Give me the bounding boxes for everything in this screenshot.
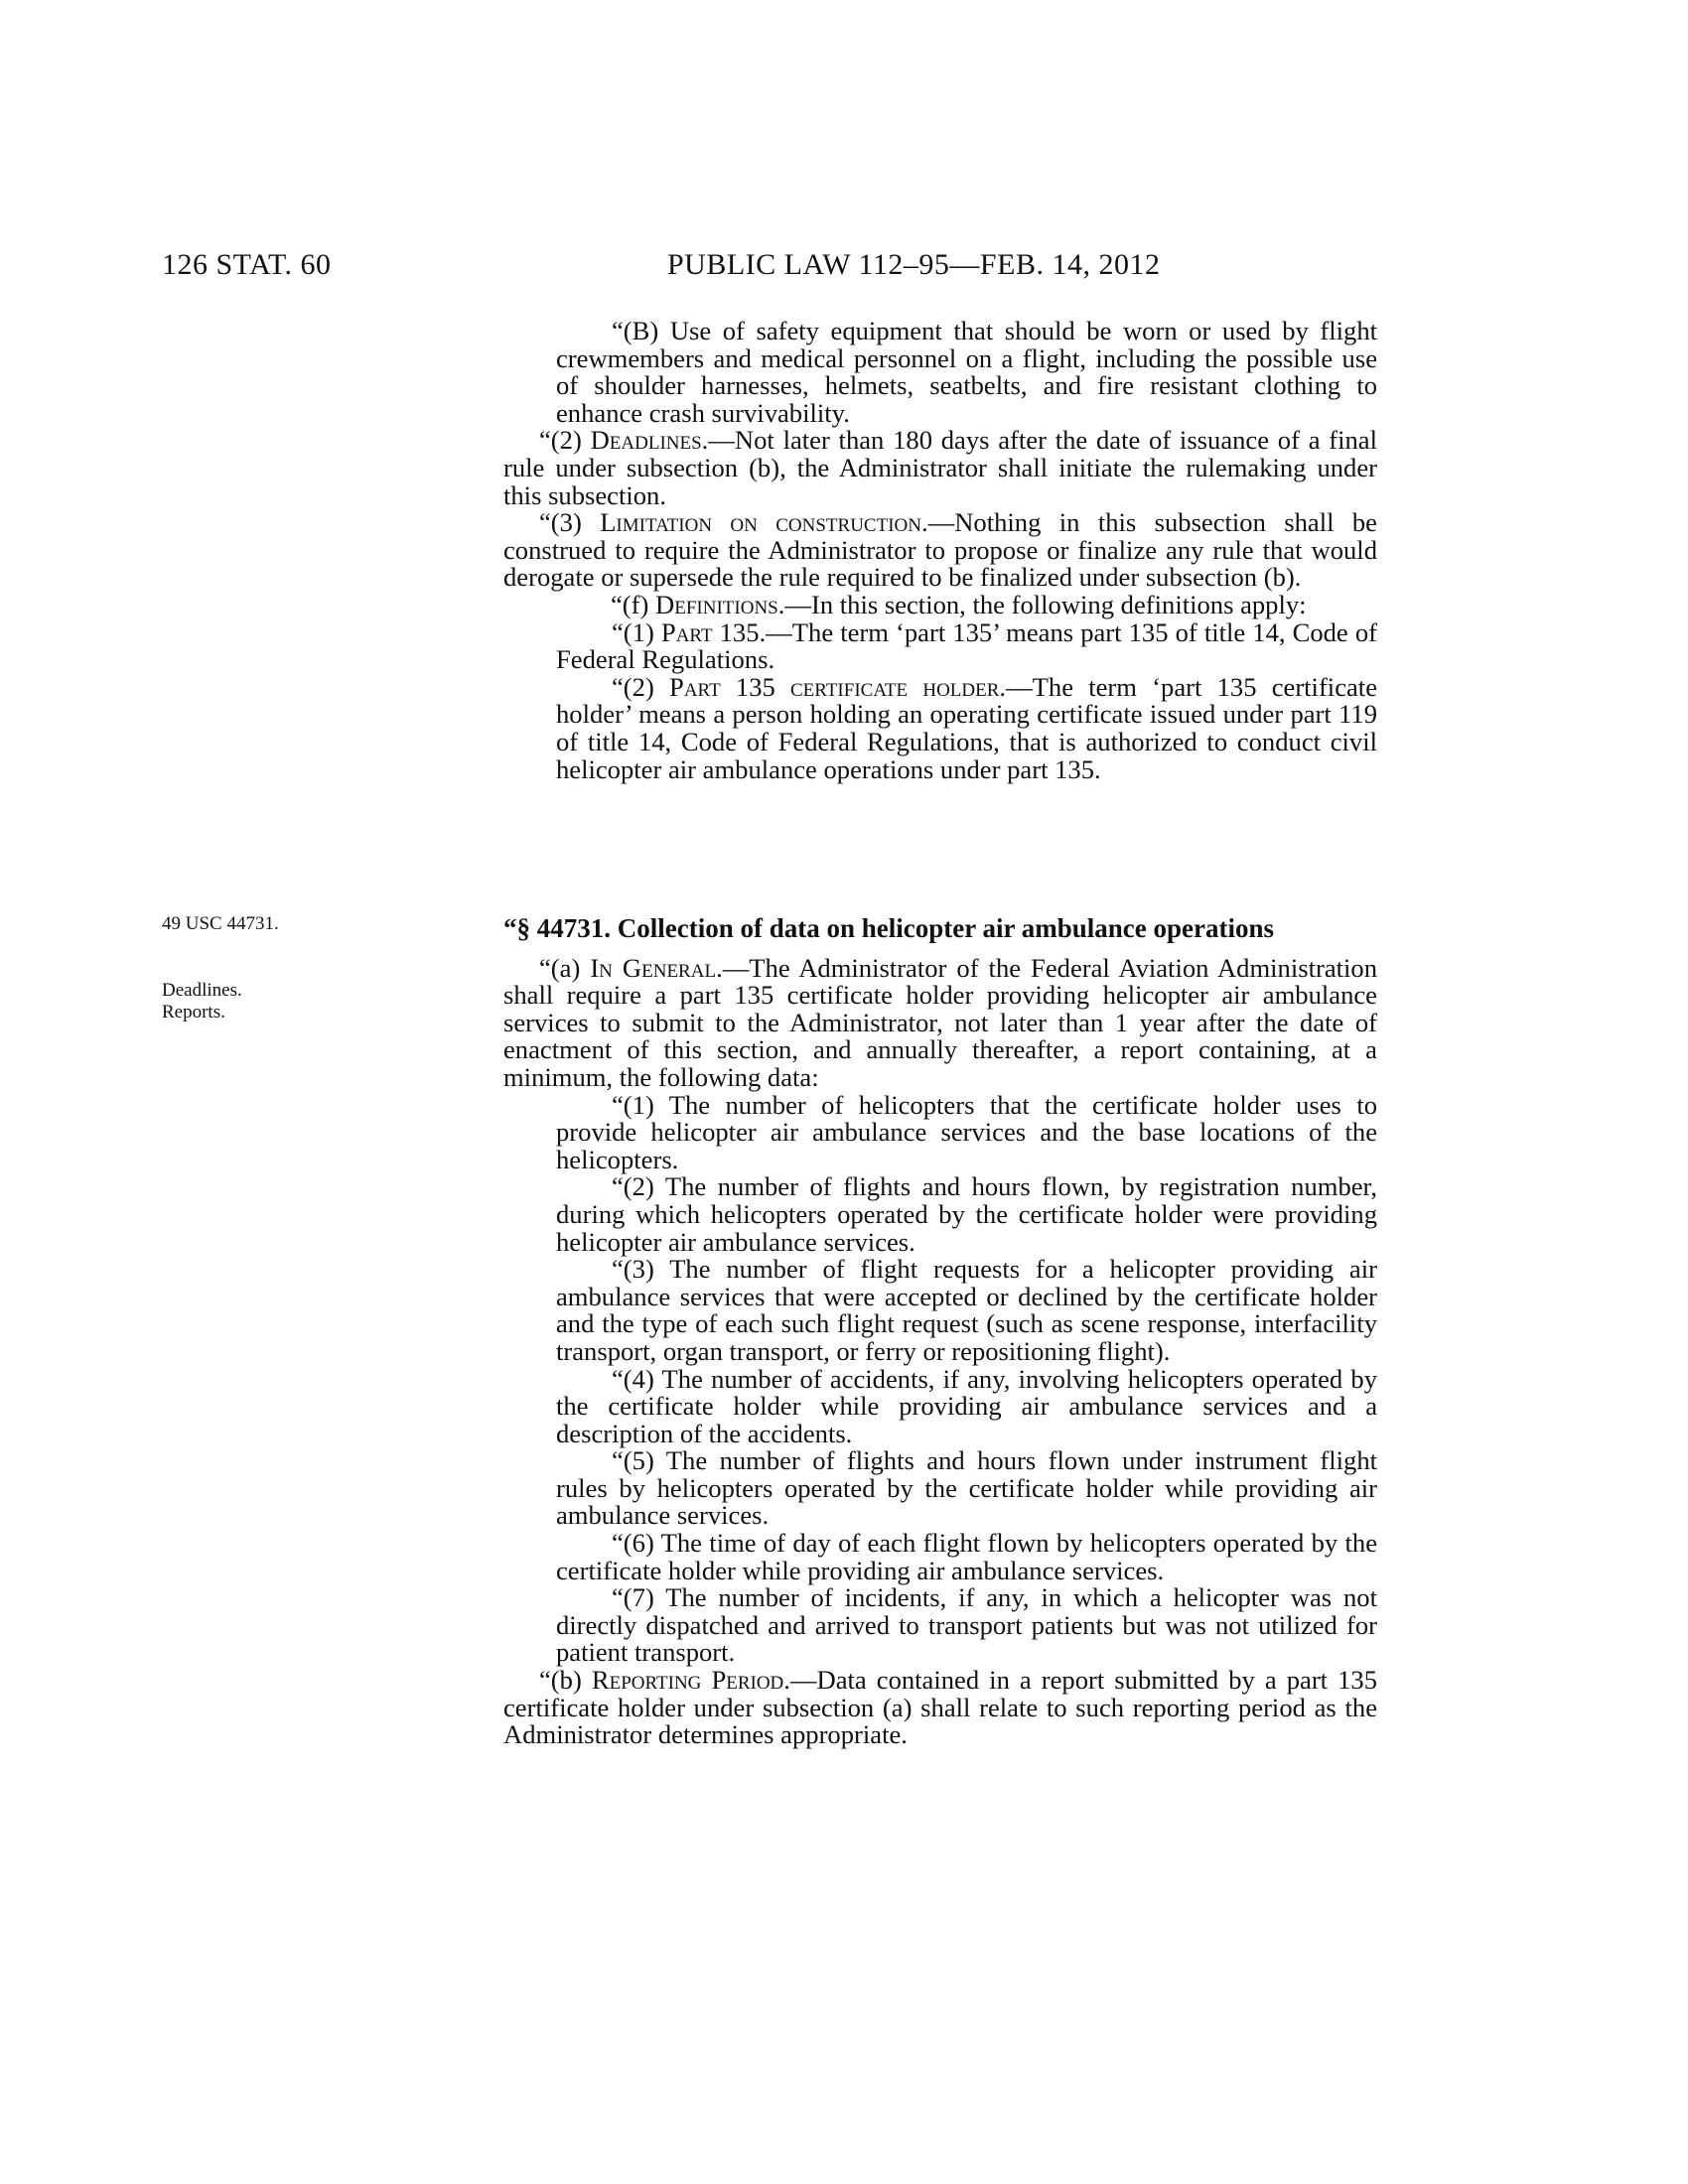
paragraph-a-in-general: “(a) In General.—The Administrator of the Federal Aviation Administration shall require a part 135 certificate holder providing helicopter air ambulance services to submit to the Administrator, not later than 1 year after the date of enactment of this section, and annually thereafter, a report containing, at a minimum, the following data:	[503, 952, 1377, 1092]
margin-note-reports: Reports.	[162, 1002, 225, 1023]
paragraph-f-definitions: “(f) Definitions.—In this section, the following definitions apply:	[611, 589, 1307, 619]
margin-note-deadlines: Deadlines.	[162, 980, 242, 1001]
paragraph-a5: “(5) The number of flights and hours flown under instrument flight rules by helicopters operated by the certificate holder while providing air ambulance services.	[556, 1445, 1377, 1531]
paragraph-a2: “(2) The number of flights and hours flown, by registration number, during which helicopters operated by the certificate holder were providing helicopter air ambulance services.	[556, 1171, 1377, 1257]
paragraph-b-reporting-period: “(b) Reporting Period.—Data contained in a report submitted by a part 135 certificate holder under subsection (a) shall relate to such reporting period as the Administrator determines appropriate.	[503, 1665, 1377, 1750]
section-heading-44731: “§ 44731. Collection of data on helicopter air ambulance operations	[503, 913, 1274, 943]
paragraph-a7: “(7) The number of incidents, if any, in which a helicopter was not directly dispatched and arrived to transport patients but was not utilized for patient transport.	[556, 1582, 1377, 1668]
paragraph-a3: “(3) The number of flight requests for a helicopter providing air ambulance services that were accepted or declined by the certificate holder and the type of each such flight request (such as scene response, interfacility transport, organ transport, or ferry or repositioning flight).	[556, 1254, 1377, 1366]
paragraph-b-safety-equipment: “(B) Use of safety equipment that should be worn or used by flight crewmembers and medical personnel on a flight, including the possible use of shoulder harnesses, helmets, seatbelts, and fire resistant clothing to enhance crash survivability.	[556, 316, 1377, 428]
paragraph-f1-part-135: “(1) Part 135.—The term ‘part 135’ means part 135 of title 14, Code of Federal Regulations.	[556, 616, 1377, 675]
paragraph-a6: “(6) The time of day of each flight flown by helicopters operated by the certificate holder while providing air ambulance services.	[556, 1528, 1377, 1585]
paragraph-e2-deadlines: “(2) Deadlines.—Not later than 180 days after the date of issuance of a final rule under subsection (b), the Administrator shall initiate the rulemaking under this subsection.	[503, 425, 1377, 510]
margin-note-usc: 49 USC 44731.	[162, 913, 279, 934]
page-header	[0, 248, 1688, 288]
statute-page-number: 126 STAT. 60	[162, 248, 332, 281]
public-law-title: PUBLIC LAW 112–95—FEB. 14, 2012	[667, 248, 1161, 281]
upper-text-block	[503, 318, 1377, 783]
lower-text-block	[503, 907, 1377, 1749]
paragraph-a4: “(4) The number of accidents, if any, involving helicopters operated by the certificate holder while providing air ambulance services and a description of the accidents.	[556, 1363, 1377, 1448]
paragraph-a1: “(1) The number of helicopters that the certificate holder uses to provide helicopter air ambulance services and the base locations of the helicopters.	[556, 1089, 1377, 1174]
paragraph-e3-limitation: “(3) Limitation on construction.—Nothing in this subsection shall be construed to require the Administrator to propose or finalize any rule that would derogate or supersede the rule required to be finalized under subsection (b).	[503, 507, 1377, 593]
paragraph-f2-certificate-holder: “(2) Part 135 certificate holder.—The term ‘part 135 certificate holder’ means a person holding an operating certificate issued under part 119 of title 14, Code of Federal Regulations, that is authorized to conduct civil helicopter air ambulance operations under part 135.	[556, 671, 1377, 784]
